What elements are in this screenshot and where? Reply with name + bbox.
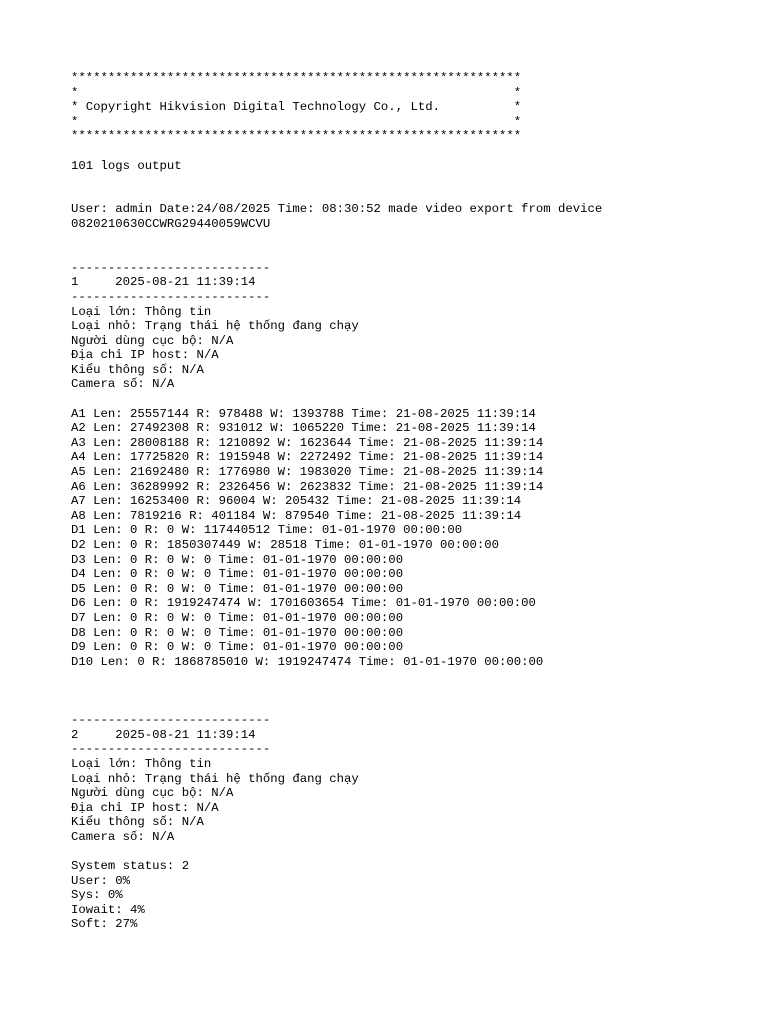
entry-separator: ---------------------------	[71, 260, 271, 275]
detail-line: A6 Len: 36289992 R: 2326456 W: 2623832 Time: 21-08-2025 11:39:14	[71, 479, 544, 494]
entry-param-type: Kiểu thông số: N/A	[71, 362, 204, 377]
detail-line: D5 Len: 0 R: 0 W: 0 Time: 01-01-1970 00:00:00	[71, 581, 404, 596]
banner-edge-line: * *	[71, 85, 522, 100]
detail-line: D1 Len: 0 R: 0 W: 117440512 Time: 01-01-1970 00:00:00	[71, 523, 463, 538]
log-document	[71, 71, 751, 932]
detail-line: A4 Len: 17725820 R: 1915948 W: 2272492 Time: 21-08-2025 11:39:14	[71, 450, 544, 465]
entry-camera-no: Camera số: N/A	[71, 829, 175, 844]
entry-param-type: Kiểu thông số: N/A	[71, 815, 204, 830]
detail-line: System status: 2	[71, 859, 190, 874]
detail-line: D10 Len: 0 R: 1868785010 W: 1919247474 Time: 01-01-1970 00:00:00	[71, 654, 544, 669]
detail-line: D7 Len: 0 R: 0 W: 0 Time: 01-01-1970 00:00:00	[71, 610, 404, 625]
device-serial-line: 0820210630CCWRG29440059WCVU	[71, 216, 271, 231]
entry-header: 2 2025-08-21 11:39:14	[71, 727, 256, 742]
entry-local-user: Người dùng cục bộ: N/A	[71, 786, 234, 801]
detail-line: A1 Len: 25557144 R: 978488 W: 1393788 Time: 21-08-2025 11:39:14	[71, 406, 536, 421]
entry-header: 1 2025-08-21 11:39:14	[71, 275, 256, 290]
entry-separator: ---------------------------	[71, 713, 271, 728]
detail-line: D2 Len: 0 R: 1850307449 W: 28518 Time: 01-01-1970 00:00:00	[71, 538, 500, 552]
detail-line: Soft: 27%	[71, 917, 138, 932]
entry-details	[71, 859, 751, 932]
entry-minor-type: Loại nhỏ: Trạng thái hệ thống đang chạy	[71, 319, 359, 334]
copyright-banner	[71, 71, 751, 144]
log-entry	[71, 713, 751, 932]
banner-edge-line: * *	[71, 114, 522, 129]
detail-line: User: 0%	[71, 873, 131, 888]
entry-host-ip: Địa chỉ IP host: N/A	[71, 348, 219, 363]
detail-line: A3 Len: 28008188 R: 1210892 W: 1623644 Time: 21-08-2025 11:39:14	[71, 435, 544, 450]
entry-separator: ---------------------------	[71, 289, 271, 304]
entry-camera-no: Camera số: N/A	[71, 377, 175, 392]
detail-line: A2 Len: 27492308 R: 931012 W: 1065220 Time: 21-08-2025 11:39:14	[71, 421, 536, 436]
detail-line: D9 Len: 0 R: 0 W: 0 Time: 01-01-1970 00:00:00	[71, 640, 404, 655]
detail-line: Iowait: 4%	[71, 902, 145, 917]
detail-line: A7 Len: 16253400 R: 96004 W: 205432 Time: 21-08-2025 11:39:14	[71, 494, 522, 509]
detail-line: D4 Len: 0 R: 0 W: 0 Time: 01-01-1970 00:00:00	[71, 567, 404, 582]
entry-details	[71, 407, 751, 670]
entry-local-user: Người dùng cục bộ: N/A	[71, 333, 234, 348]
detail-line: A5 Len: 21692480 R: 1776980 W: 1983020 Time: 21-08-2025 11:39:14	[71, 465, 544, 480]
entry-major-type: Loại lớn: Thông tin	[71, 756, 212, 771]
detail-line: A8 Len: 7819216 R: 401184 W: 879540 Time: 21-08-2025 11:39:14	[71, 508, 522, 523]
detail-line: D6 Len: 0 R: 1919247474 W: 1701603654 Time: 01-01-1970 00:00:00	[71, 596, 536, 611]
entry-separator: ---------------------------	[71, 742, 271, 757]
entry-host-ip: Địa chỉ IP host: N/A	[71, 800, 219, 815]
detail-line: D3 Len: 0 R: 0 W: 0 Time: 01-01-1970 00:00:00	[71, 552, 404, 567]
detail-line: Sys: 0%	[71, 888, 123, 903]
banner-copyright-line: * Copyright Hikvision Digital Technology Co., Ltd. *	[71, 100, 522, 115]
detail-line: D8 Len: 0 R: 0 W: 0 Time: 01-01-1970 00:00:00	[71, 625, 404, 640]
log-entry	[71, 261, 751, 670]
entry-major-type: Loại lớn: Thông tin	[71, 304, 212, 319]
banner-border-bottom: *************************************************************	[71, 129, 522, 144]
banner-border-top: *************************************************************	[71, 71, 522, 85]
export-info-line: User: admin Date:24/08/2025 Time: 08:30:52 made video export from device	[71, 202, 603, 217]
entry-minor-type: Loại nhỏ: Trạng thái hệ thống đang chạy	[71, 771, 359, 786]
logs-count-line: 101 logs output	[71, 158, 182, 173]
